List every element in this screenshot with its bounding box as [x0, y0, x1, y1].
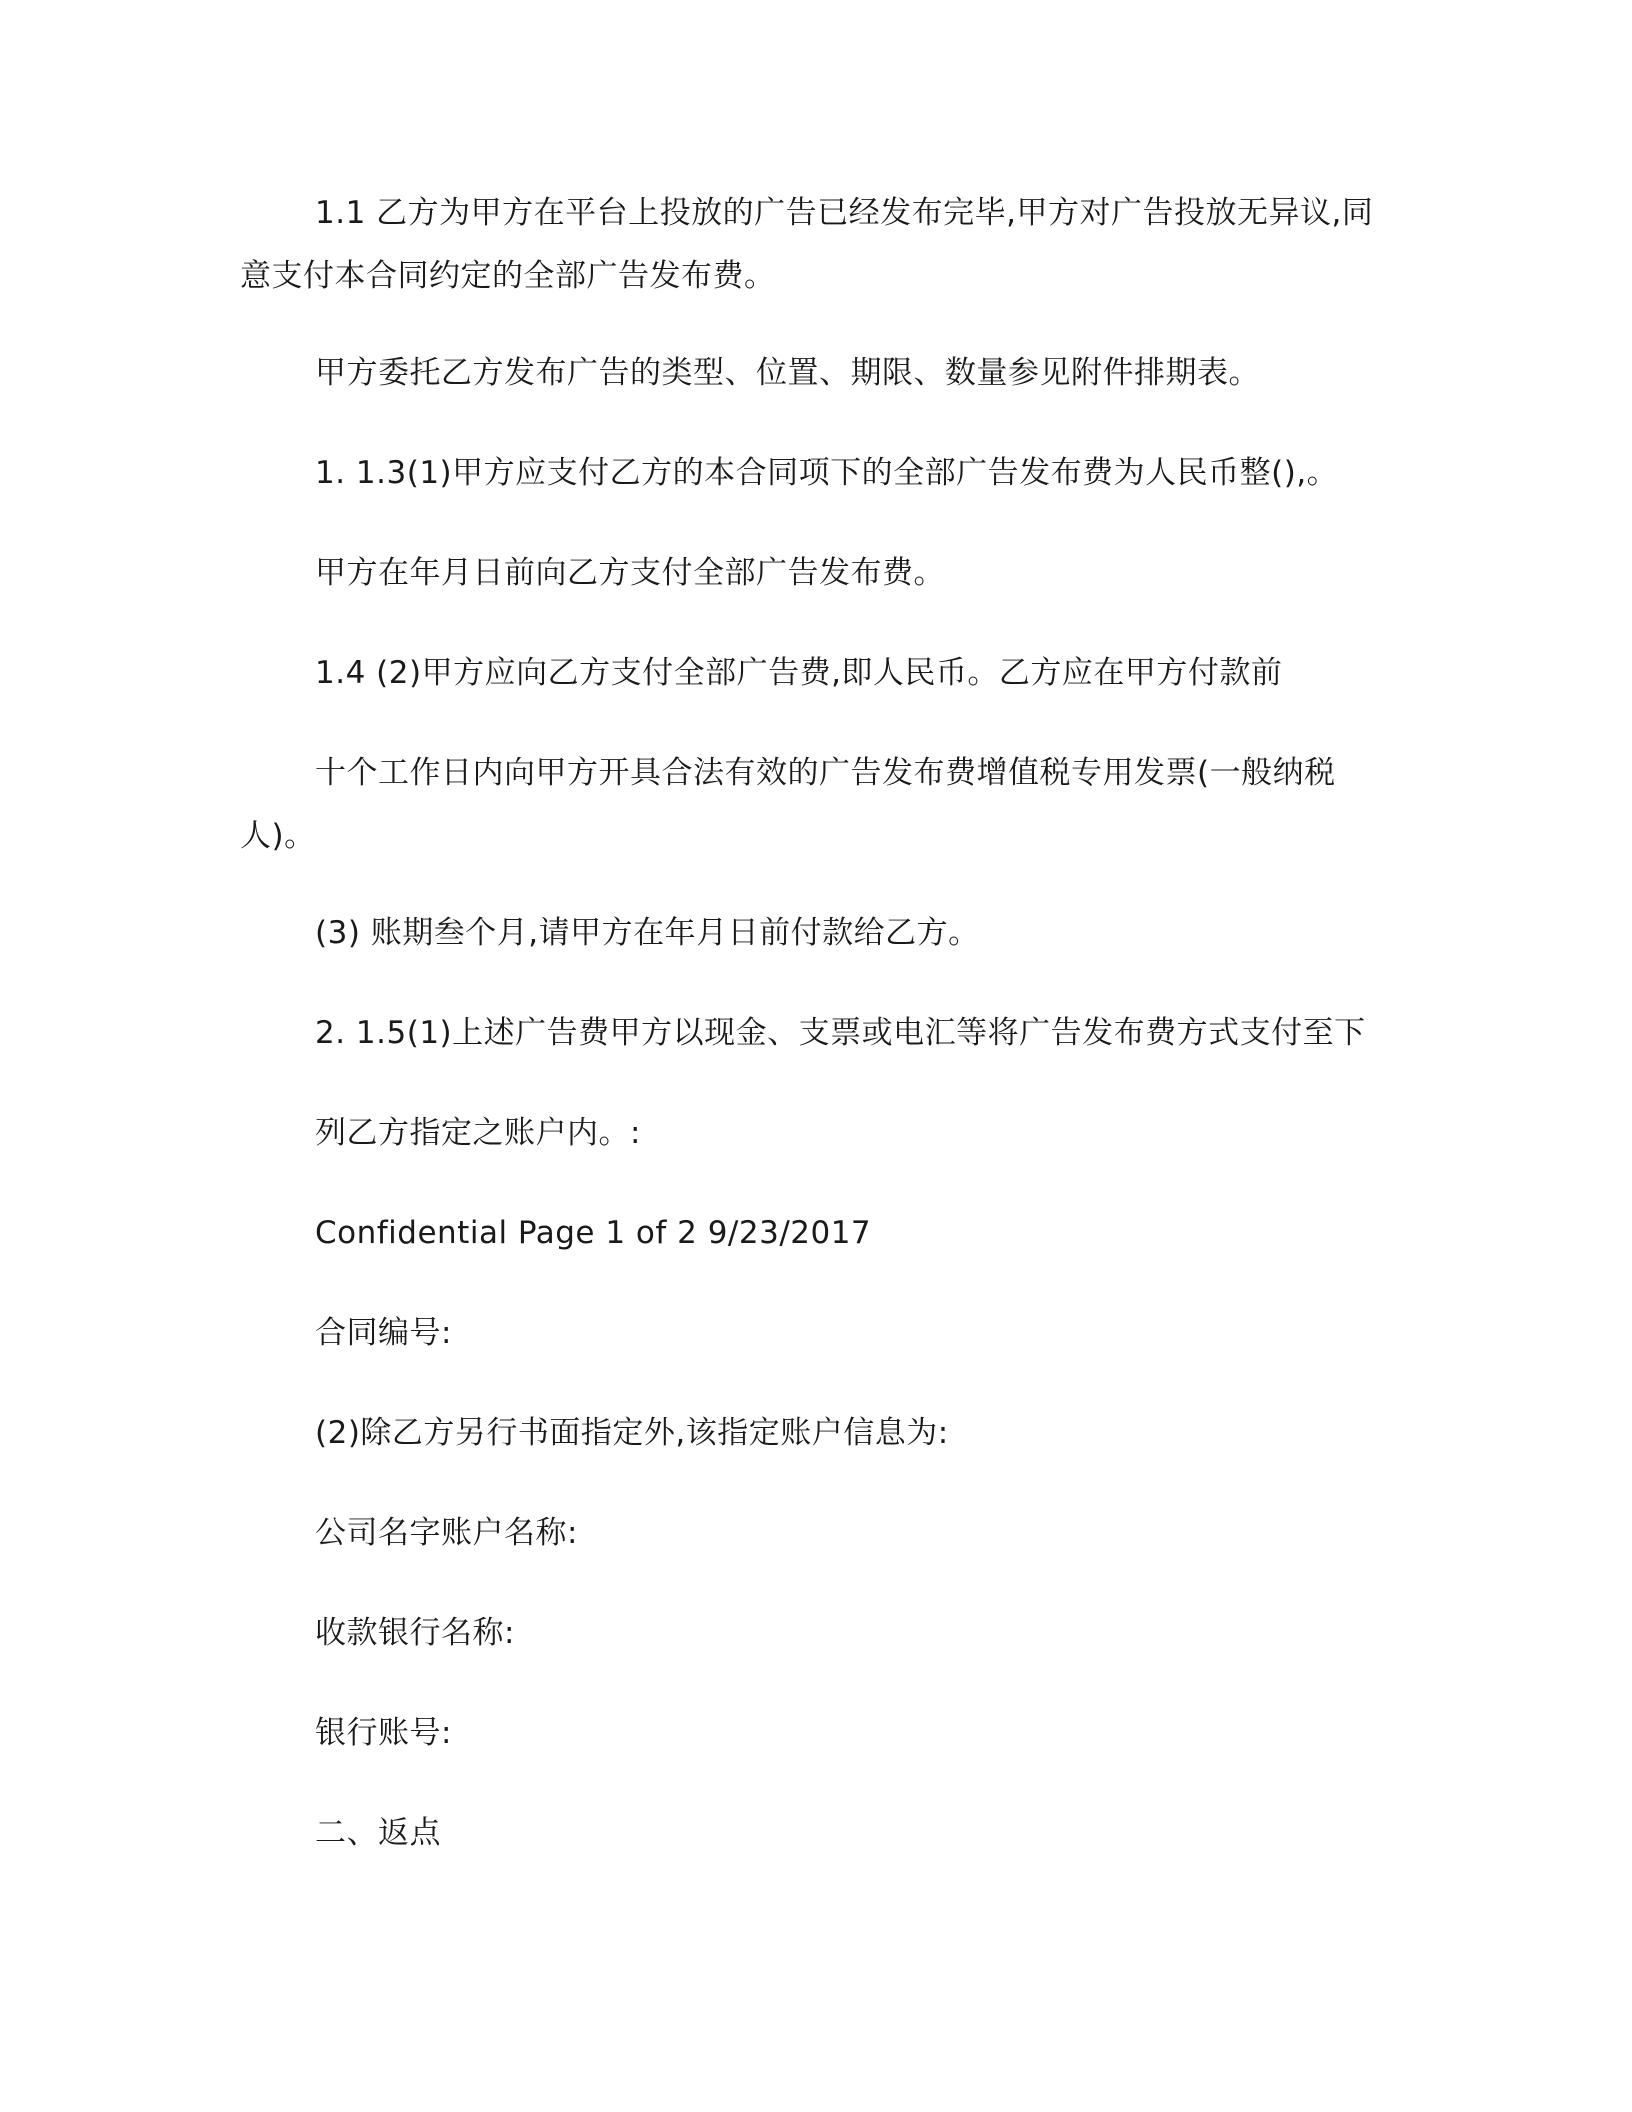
- paragraph-1-1-line-1: 1.1 乙方为甲方在平台上投放的广告已经发布完毕,甲方对广告投放无异议,同: [315, 195, 1374, 231]
- contract-number-label: 合同编号:: [315, 1315, 452, 1351]
- paragraph-ad-types: 甲方委托乙方发布广告的类型、位置、期限、数量参见附件排期表。: [315, 355, 1260, 391]
- paragraph-2-1-5: 2. 1.5(1)上述广告费甲方以现金、支票或电汇等将广告发布费方式支付至下: [315, 1015, 1366, 1051]
- paragraph-1-4: 1.4 (2)甲方应向乙方支付全部广告费,即人民币。乙方应在甲方付款前: [315, 655, 1283, 691]
- bank-name-label: 收款银行名称:: [315, 1615, 515, 1651]
- bank-account-label: 银行账号:: [315, 1715, 452, 1751]
- paragraph-invoice-line-2: 人)。: [240, 818, 316, 854]
- paragraph-1-1-3: 1. 1.3(1)甲方应支付乙方的本合同项下的全部广告发布费为人民币整(),。: [315, 455, 1339, 491]
- account-name-label: 公司名字账户名称:: [315, 1515, 578, 1551]
- paragraph-payment-date: 甲方在年月日前向乙方支付全部广告发布费。: [315, 555, 945, 591]
- section-heading-rebate: 二、返点: [315, 1815, 441, 1851]
- page-footer: Confidential Page 1 of 2 9/23/2017: [315, 1215, 872, 1251]
- paragraph-1-1-line-2: 意支付本合同约定的全部广告发布费。: [240, 258, 776, 294]
- paragraph-billing-term: (3) 账期叁个月,请甲方在年月日前付款给乙方。: [315, 915, 980, 951]
- paragraph-account-info: (2)除乙方另行书面指定外,该指定账户信息为:: [315, 1415, 949, 1451]
- paragraph-account-intro: 列乙方指定之账户内。:: [315, 1115, 641, 1151]
- paragraph-invoice-line-1: 十个工作日内向甲方开具合法有效的广告发布费增值税专用发票(一般纳税: [315, 755, 1336, 791]
